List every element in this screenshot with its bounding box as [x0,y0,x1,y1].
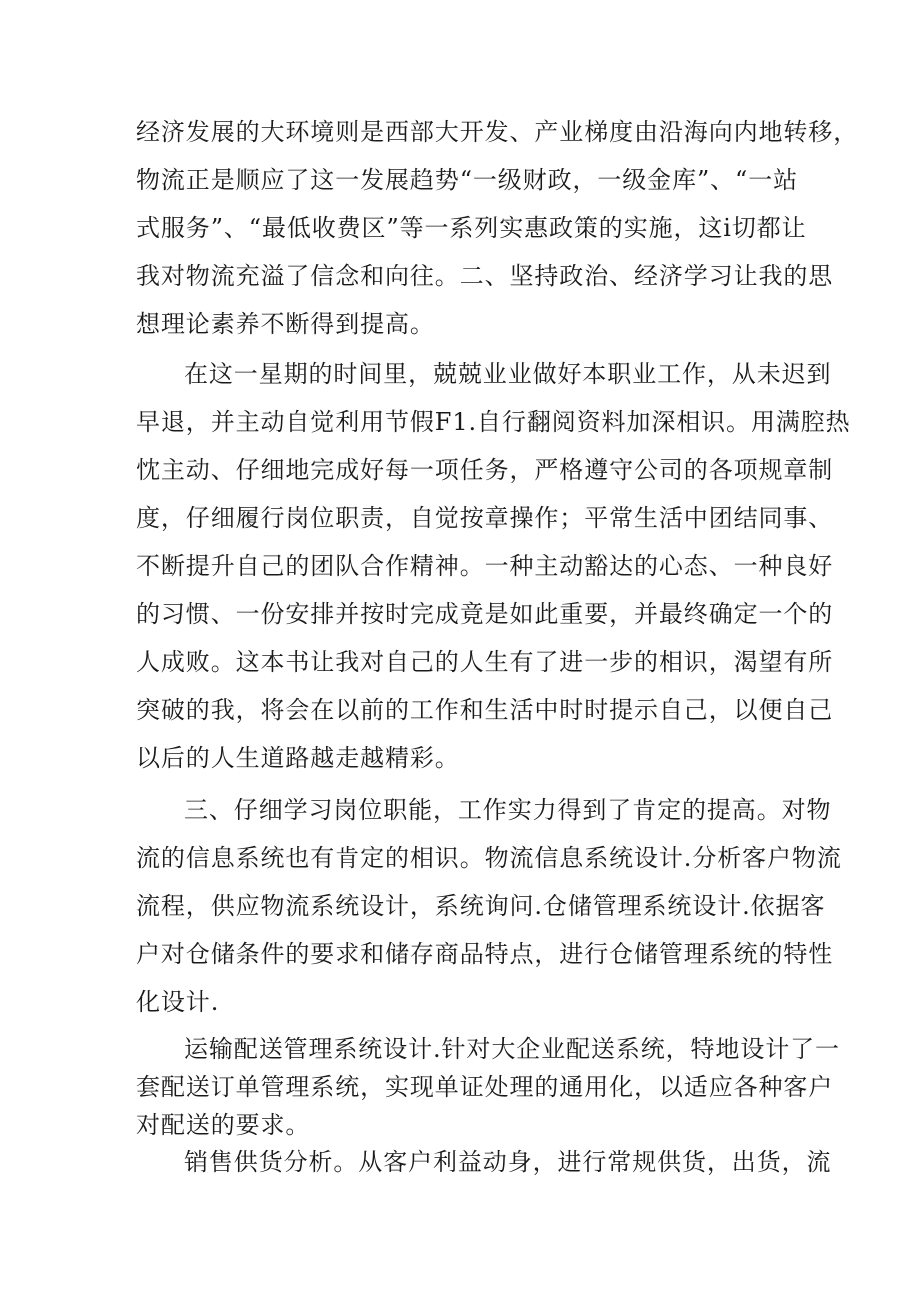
text-line: 想理论素养不断得到提高。 [136,310,435,338]
text-line: 早退，并主动自觉利用节假F1.自行翻阅资料加深相识。用满腔热 [136,408,851,436]
paragraph-2 [136,350,851,782]
text-line: 对配送的要求。 [136,1111,311,1139]
text-line: 化设计. [136,988,220,1016]
text-line: 户对仓储条件的要求和储存商品特点，进行仓储管理系统的特性 [136,940,834,968]
text-line: 不断提升自己的团队合作精神。一种主动豁达的心态、一种良好 [136,552,834,580]
text-line: 度，仔细履行岗位职责，自觉按章操作；平常生活中团结同事、 [136,504,834,532]
text-line: 流程，供应物流系统设计，系统询问.仓储管理系统设计.依据客 [136,892,826,920]
paragraph-5 [136,1138,832,1186]
paragraph-1 [136,108,859,348]
text-line: 物流正是顺应了这一发展趋势“一级财政，一级金库”、“一站 [136,166,799,194]
text-line: 运输配送管理系统设计.针对大企业配送系统，特地设计了一 [184,1035,840,1063]
text-line: 套配送订单管理系统，实现单证处理的通用化，以适应各种客户 [136,1073,834,1101]
text-line: 我对物流充溢了信念和向往。二、坚持政治、经济学习让我的思 [136,262,834,290]
text-line: 式服务”、“最低收费区”等一系列实惠政策的实施，这i切都让 [136,214,807,242]
text-line: 人成败。这本书让我对自己的人生有了进一步的相识，渴望有所 [136,648,834,676]
text-line: 三、仔细学习岗位职能，工作实力得到了肯定的提高。对物 [184,796,832,824]
text-line: 突破的我，将会在以前的工作和生活中时时提示自己，以便自己 [136,696,834,724]
paragraph-4 [136,1030,840,1144]
text-line: 流的信息系统也有肯定的相识。物流信息系统设计.分析客户物流 [136,844,842,872]
text-line: 在这一星期的时间里，兢兢业业做好本职业工作，从未迟到 [184,360,832,388]
text-line: 经济发展的大环境则是西部大开发、产业梯度由沿海向内地转移， [136,118,859,146]
text-line: 以后的人生道路越走越精彩。 [136,744,460,772]
text-line: 的习惯、一份安排并按时完成竟是如此重要，并最终确定一个的 [136,600,834,628]
paragraph-3 [136,786,842,1026]
text-line: 销售供货分析。从客户利益动身，进行常规供货，出货，流 [184,1148,832,1176]
text-line: 忱主动、仔细地完成好每一项任务，严格遵守公司的各项规章制 [136,456,834,484]
